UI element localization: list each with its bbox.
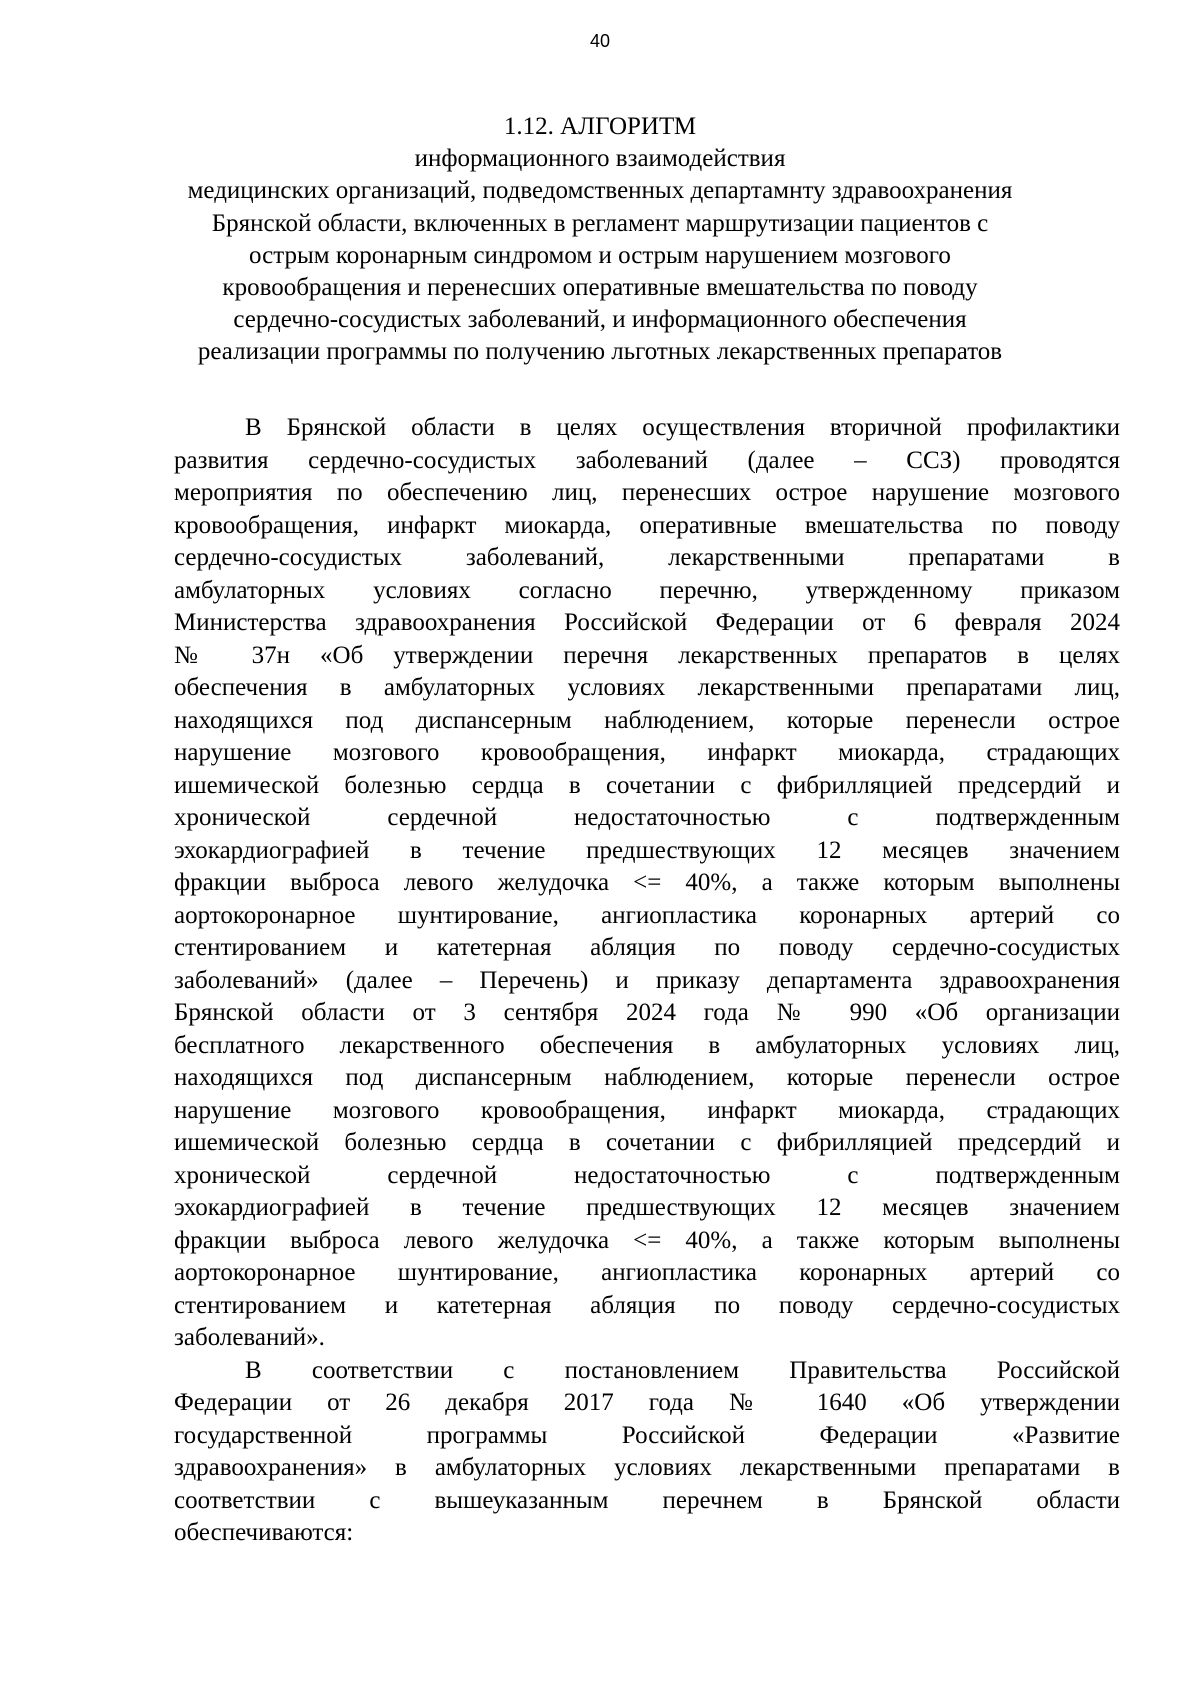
paragraph-line: находящихся под диспансерным наблюдением, которые перенесли острое (174, 706, 1120, 734)
paragraph-line: ишемической болезнью сердца в сочетании с фибрилляцией предсердий и (174, 1129, 1120, 1156)
paragraph-line: аортокоронарное шунтирование, ангиопластика коронарных артерий со (174, 901, 1120, 929)
paragraph-line: Брянской области от 3 сентября 2024 года № 990 «Об организации (174, 999, 1120, 1026)
title-line: сердечно-сосудистых заболеваний, и информационного обеспечения (233, 306, 967, 334)
paragraph-line: обеспечиваются: (174, 1519, 354, 1546)
paragraph-line: эхокардиографией в течение предшествующих 12 месяцев значением (174, 836, 1120, 864)
document-title (150, 111, 1050, 369)
paragraph-line: находящихся под диспансерным наблюдением, которые перенесли острое (174, 1064, 1120, 1091)
paragraph-line: нарушение мозгового кровообращения, инфаркт миокарда, страдающих (174, 739, 1120, 766)
page-number: 40 (589, 31, 611, 51)
paragraph-first-line: В Брянской области в целях осуществления вторичной профилактики (245, 414, 1120, 441)
body-text (174, 412, 1120, 1550)
paragraph-line: ишемической болезнью сердца в сочетании с фибрилляцией предсердий и (174, 771, 1120, 799)
paragraph-line: здравоохранения» в амбулаторных условиях лекарственными препаратами в (174, 1454, 1120, 1481)
paragraph-line: Федерации от 26 декабря 2017 года № 1640 «Об утверждении (174, 1389, 1120, 1416)
paragraph-line: аортокоронарное шунтирование, ангиопластика коронарных артерий со (174, 1259, 1120, 1286)
title-line: реализации программы по получению льготных лекарственных препаратов (197, 338, 1003, 366)
title-line: острым коронарным синдромом и острым нарушением мозгового (249, 241, 951, 269)
paragraph-line: стентированием и катетерная абляция по поводу сердечно-сосудистых (174, 1291, 1120, 1319)
paragraph-line: сердечно-сосудистых заболеваний, лекарственными препаратами в (174, 544, 1120, 571)
paragraph-line: стентированием и катетерная абляция по поводу сердечно-сосудистых (174, 934, 1120, 961)
paragraph-line: хронической сердечной недостаточностью с подтвержденным (174, 804, 1120, 831)
paragraph-line: амбулаторных условиях согласно перечню, утвержденному приказом (174, 576, 1120, 604)
paragraph-line: нарушение мозгового кровообращения, инфаркт миокарда, страдающих (174, 1096, 1120, 1124)
paragraph-line: эхокардиографией в течение предшествующих 12 месяцев значением (174, 1194, 1120, 1221)
paragraph-line: фракции выброса левого желудочка <= 40%, а также которым выполнены (174, 1226, 1120, 1254)
paragraph-line: заболеваний». (174, 1324, 325, 1351)
title-line: медицинских организаций, подведомственных департамнту здравоохранения (187, 177, 1013, 205)
paragraph-line: развития сердечно-сосудистых заболеваний (далее – ССЗ) проводятся (174, 446, 1120, 474)
paragraph-line: № 37н «Об утверждении перечня лекарственных препаратов в целях (174, 641, 1120, 669)
paragraph-line: хронической сердечной недостаточностью с подтвержденным (174, 1161, 1120, 1189)
paragraph-line: фракции выброса левого желудочка <= 40%, а также которым выполнены (174, 869, 1120, 896)
paragraph-line: обеспечения в амбулаторных условиях лекарственными препаратами лиц, (174, 674, 1120, 701)
title-line: информационного взаимодействия (414, 145, 786, 173)
paragraph-line: мероприятия по обеспечению лиц, перенесших острое нарушение мозгового (174, 479, 1120, 506)
title-line: кровообращения и перенесших оперативные вмешательства по поводу (222, 274, 978, 302)
paragraph-line: заболеваний» (далее – Перечень) и приказу департамента здравоохранения (174, 966, 1120, 994)
paragraph-line: государственной программы Российской Федерации «Развитие (174, 1421, 1120, 1449)
paragraph-line: кровообращения, инфаркт миокарда, оперативные вмешательства по поводу (174, 511, 1120, 539)
paragraph-line: Министерства здравоохранения Российской Федерации от 6 февраля 2024 (174, 609, 1120, 636)
title-line: Брянской области, включенных в регламент маршрутизации пациентов с (211, 209, 989, 237)
title-line: 1.12. АЛГОРИТМ (503, 113, 697, 140)
paragraph-first-line: В соответствии с постановлением Правительства Российской (245, 1356, 1120, 1384)
paragraph-line: бесплатного лекарственного обеспечения в амбулаторных условиях лиц, (174, 1031, 1120, 1059)
paragraph-line: соответствии с вышеуказанным перечнем в Брянской области (174, 1486, 1120, 1514)
